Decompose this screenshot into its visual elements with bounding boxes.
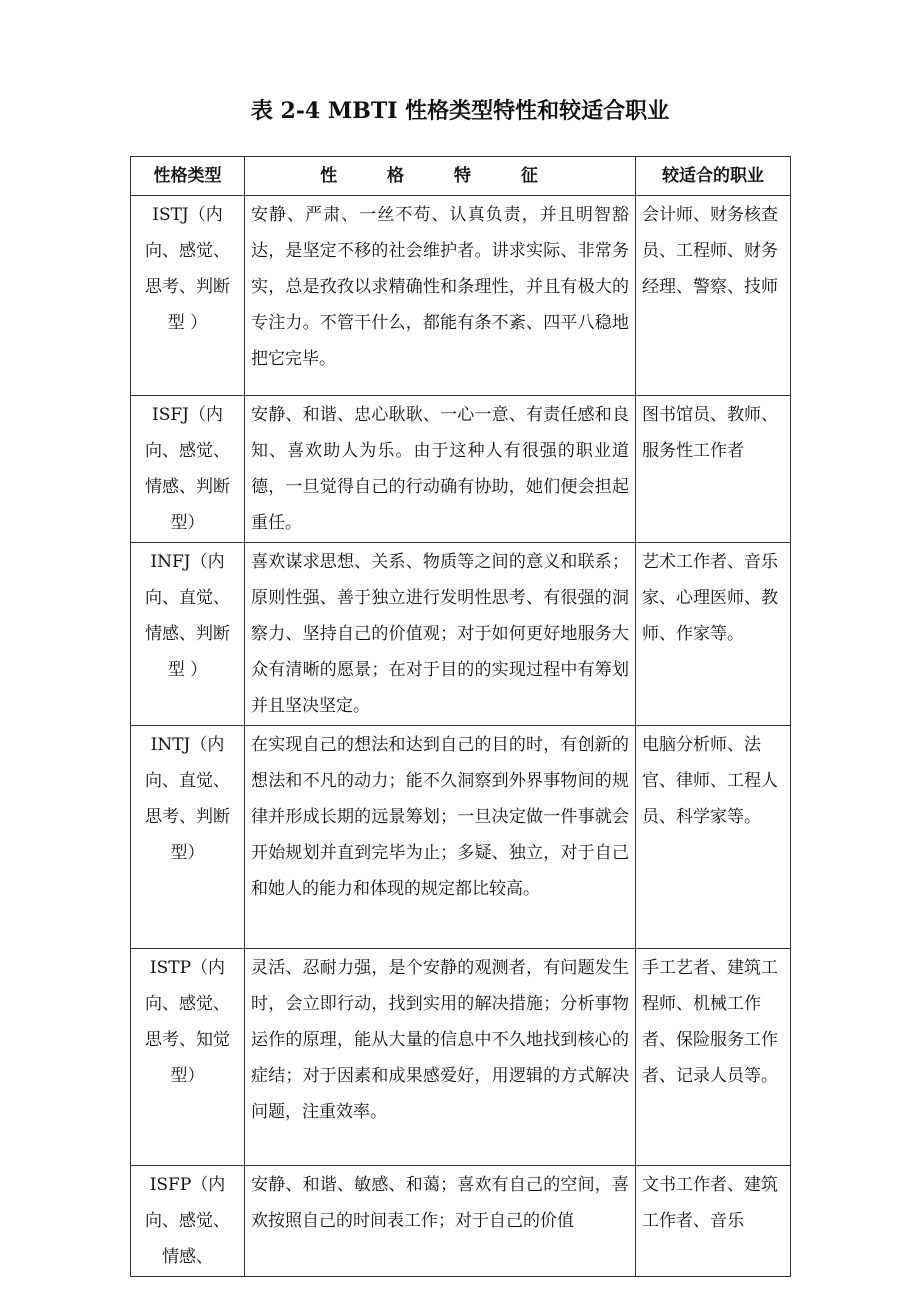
traits-cell: 在实现自己的想法和达到自己的目的时，有创新的想法和不凡的动力；能不久洞察到外界事物间的规律并形成长期的远景筹划；一旦决定做一件事就会开始规划并直到完毕为止；多疑、独立，对于自己和她人的能力和体现的规定都比较高。 (245, 726, 636, 949)
table-row (131, 196, 791, 396)
table-row (131, 543, 791, 726)
table-row (131, 396, 791, 543)
document-title: 表 2-4 MBTI 性格类型特性和较适合职业 (250, 98, 670, 124)
type-cell: ISTP（内向、感觉、思考、知觉型） (131, 949, 245, 1166)
header-type: 性格类型 (131, 157, 245, 196)
jobs-cell: 艺术工作者、音乐家、心理医师、教师、作家等。 (636, 543, 791, 726)
header-traits (245, 157, 636, 196)
jobs-cell: 文书工作者、建筑工作者、音乐 (636, 1166, 791, 1277)
jobs-cell: 电脑分析师、法官、律师、工程人员、科学家等。 (636, 726, 791, 949)
type-cell: ISFP（内向、感觉、情感、 (131, 1166, 245, 1277)
header-traits-label: 性 格 特 征 (320, 166, 560, 186)
type-cell: INTJ（内向、直觉、思考、判断型） (131, 726, 245, 949)
table-row (131, 726, 791, 949)
traits-cell: 灵活、忍耐力强，是个安静的观测者，有问题发生时，会立即行动，找到实用的解决措施；分析事物运作的原理，能从大量的信息中不久地找到核心的症结；对于因素和成果感爱好，用逻辑的方式解决问题，注重效率。 (245, 949, 636, 1166)
traits-cell: 喜欢谋求思想、关系、物质等之间的意义和联系；原则性强、善于独立进行发明性思考、有很强的洞察力、坚持自己的价值观；对于如何更好地服务大众有清晰的愿景；在对于目的的实现过程中有筹划并且坚决坚定。 (245, 543, 636, 726)
jobs-cell: 手工艺者、建筑工程师、机械工作者、保险服务工作者、记录人员等。 (636, 949, 791, 1166)
jobs-cell: 会计师、财务核查员、工程师、财务经理、警察、技师 (636, 196, 791, 396)
traits-cell: 安静、和谐、忠心耿耿、一心一意、有责任感和良知、喜欢助人为乐。由于这种人有很强的职业道德，一旦觉得自己的行动确有协助，她们便会担起重任。 (245, 396, 636, 543)
traits-cell: 安静、和谐、敏感、和蔼；喜欢有自己的空间，喜欢按照自己的时间表工作；对于自己的价值 (245, 1166, 636, 1277)
table-row (131, 1166, 791, 1277)
header-jobs: 较适合的职业 (636, 157, 791, 196)
traits-cell: 安静、严肃、一丝不苟、认真负责，并且明智豁达，是坚定不移的社会维护者。讲求实际、非常务实，总是孜孜以求精确性和条理性，并且有极大的专注力。不管干什么，都能有条不紊、四平八稳地把它完毕。 (245, 196, 636, 396)
type-cell: ISFJ（内向、感觉、情感、判断型） (131, 396, 245, 543)
type-cell: INFJ（内向、直觉、情感、判断型 ） (131, 543, 245, 726)
jobs-cell: 图书馆员、教师、服务性工作者 (636, 396, 791, 543)
table-header-row (131, 157, 791, 196)
mbti-table (130, 156, 791, 1277)
type-cell: ISTJ（内向、感觉、思考、判断型 ） (131, 196, 245, 396)
table-row (131, 949, 791, 1166)
